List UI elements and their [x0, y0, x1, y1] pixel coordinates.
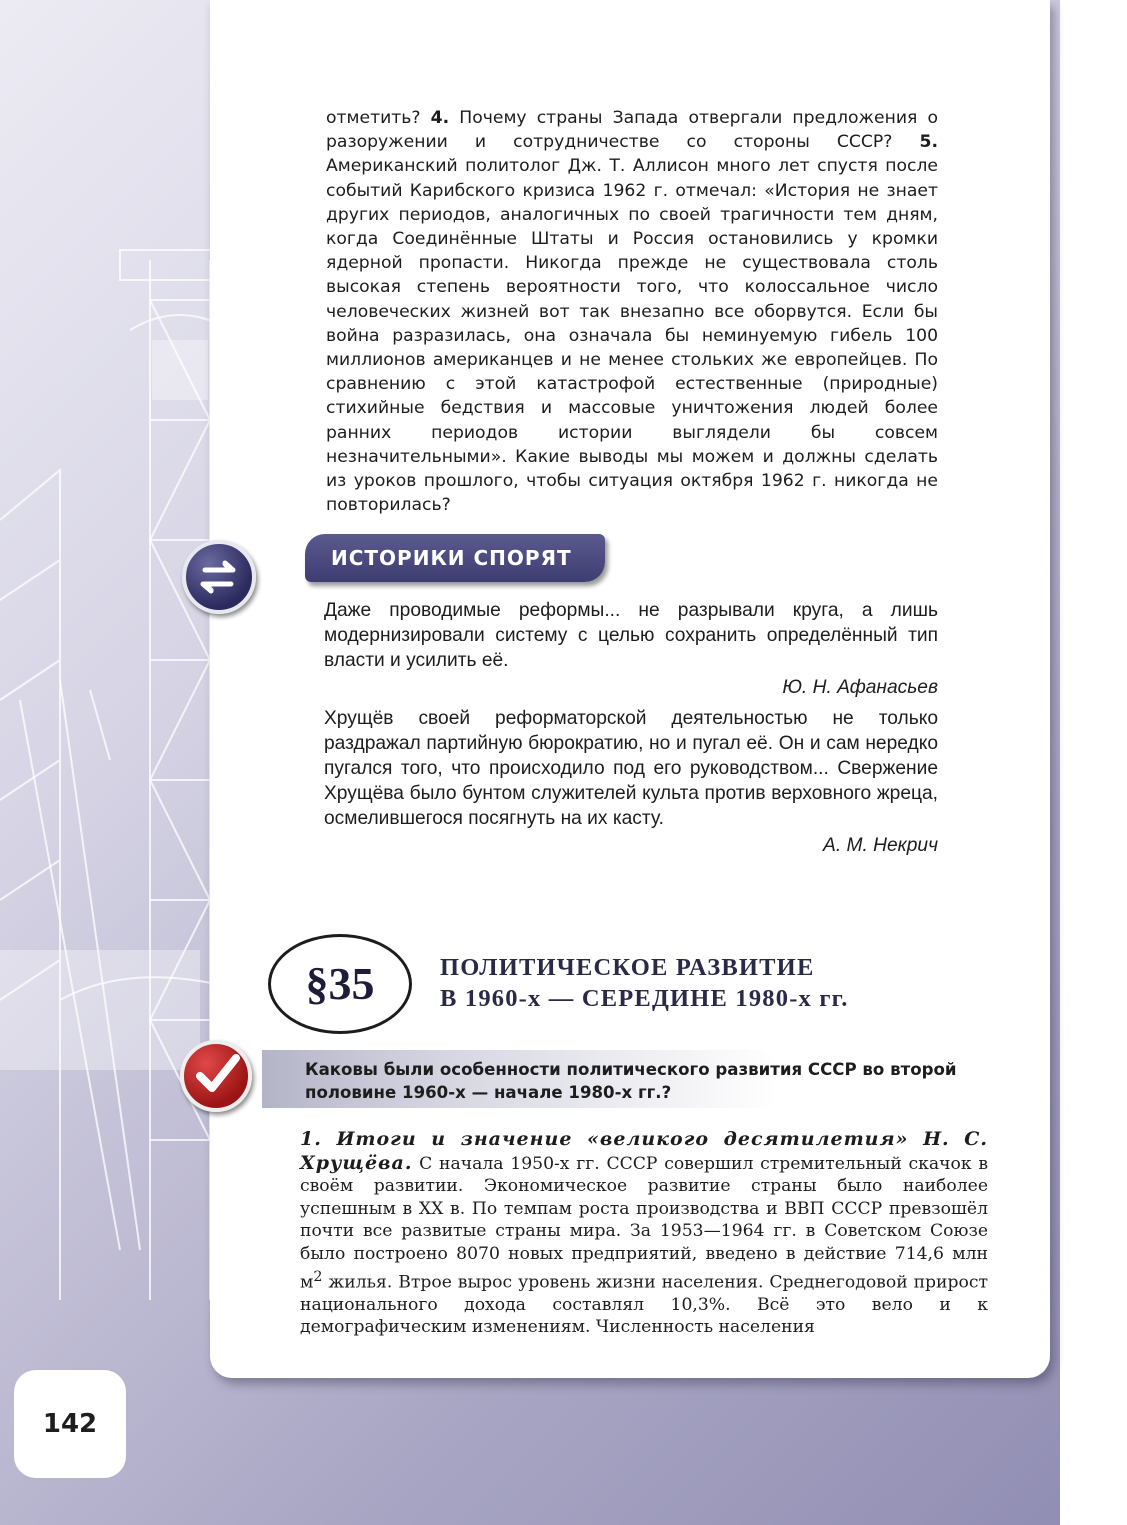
paragraph-title-line: В 1960-х — СЕРЕДИНЕ 1980-х гг. [440, 985, 849, 1012]
quote-text: Даже проводимые реформы... не разрывали круга, а лишь модернизировали систему с целью сохранить определённый тип власти и усилить её. [324, 600, 938, 671]
question-4-number: 4. [430, 108, 450, 128]
paragraph-title-line: ПОЛИТИЧЕСКОЕ РАЗВИТИЕ [440, 954, 815, 981]
arrows-exchange-icon [182, 540, 256, 614]
checkmark-icon [180, 1040, 252, 1112]
superscript: 2 [313, 1268, 323, 1285]
question-lead: отметить? [326, 108, 431, 128]
question-4-text: Почему страны Запада отвергали предложения о разоружении и сотрудничестве со стороны СССР? [326, 108, 938, 153]
paragraph-number: §35 [268, 934, 412, 1034]
section-heading: 1. Итоги и значение «великого десятилетия» Н. С. Хрущёва. [300, 1128, 988, 1174]
quote-text: Хрущёв своей реформаторской деятельностью не только раздражал партийную бюрократию, но и пугал её. Он и сам нередко пугался того, что происходило под его руководством... Свержение Хрущёва было бунтом служителей культа против верховного жреца, осмелившегося посягнуть на их касту. [324, 708, 938, 829]
question-5-number: 5. [919, 132, 938, 153]
key-question: Каковы были особенности политического развития СССР во второй половине 1960-х — начале 1980-х гг.? [305, 1060, 957, 1102]
historians-argue-header: ИСТОРИКИ СПОРЯТ [305, 534, 605, 582]
page-number: 142 [14, 1370, 126, 1478]
review-questions [326, 106, 938, 517]
section-text-part: жилья. Втрое вырос уровень жизни населения. Среднегодовой прирост национального дохода составлял 10,3%. Всё это вело и к демографическим изменениям. Численность населения [300, 1272, 988, 1338]
historian-quote-1 [324, 598, 938, 700]
historian-quote-2 [324, 706, 938, 858]
section-text [300, 1128, 988, 1339]
right-margin [1060, 0, 1127, 1525]
quote-author: Ю. Н. Афанасьев [782, 677, 938, 698]
section-text-part: С начала 1950-х гг. СССР совершил стремительный скачок в своём развитии. Экономическое развитие страны было наиболее успешным в XX в. По темпам роста производства и ВВП СССР превзошёл почти все развитые страны мира. За 1953—1964 гг. в Советском Союзе было построено 8070 новых предприятий, введено в действие 714,6 млн м [300, 1153, 988, 1293]
quote-author: А. М. Некрич [823, 835, 938, 856]
question-5-text: Американский политолог Дж. Т. Аллисон много лет спустя после событий Карибского кризиса 1962 г. отмечал: «История не знает других периодов, аналогичных по своей трагичности тем дням, когда Соединённые Штаты и Россия остановились у кромки ядерной пропасти. Никогда прежде не существовала столь высокая степень вероятности того, что колоссальное число человеческих жизней вот так внезапно все оборвутся. Если бы война разразилась, она означала бы неминуемую гибель 100 миллионов американцев и не менее стольких же европейцев. По сравнению с этой катастрофой естественные (природные) стихийные бедствия и массовые уничтожения людей более ранних периодов истории выглядели бы совсем незначительными». Какие выводы мы можем и должны сделать из уроков прошлого, чтобы ситуация октября 1962 г. никогда не повторилась? [326, 156, 938, 516]
paragraph-title [440, 952, 849, 1014]
